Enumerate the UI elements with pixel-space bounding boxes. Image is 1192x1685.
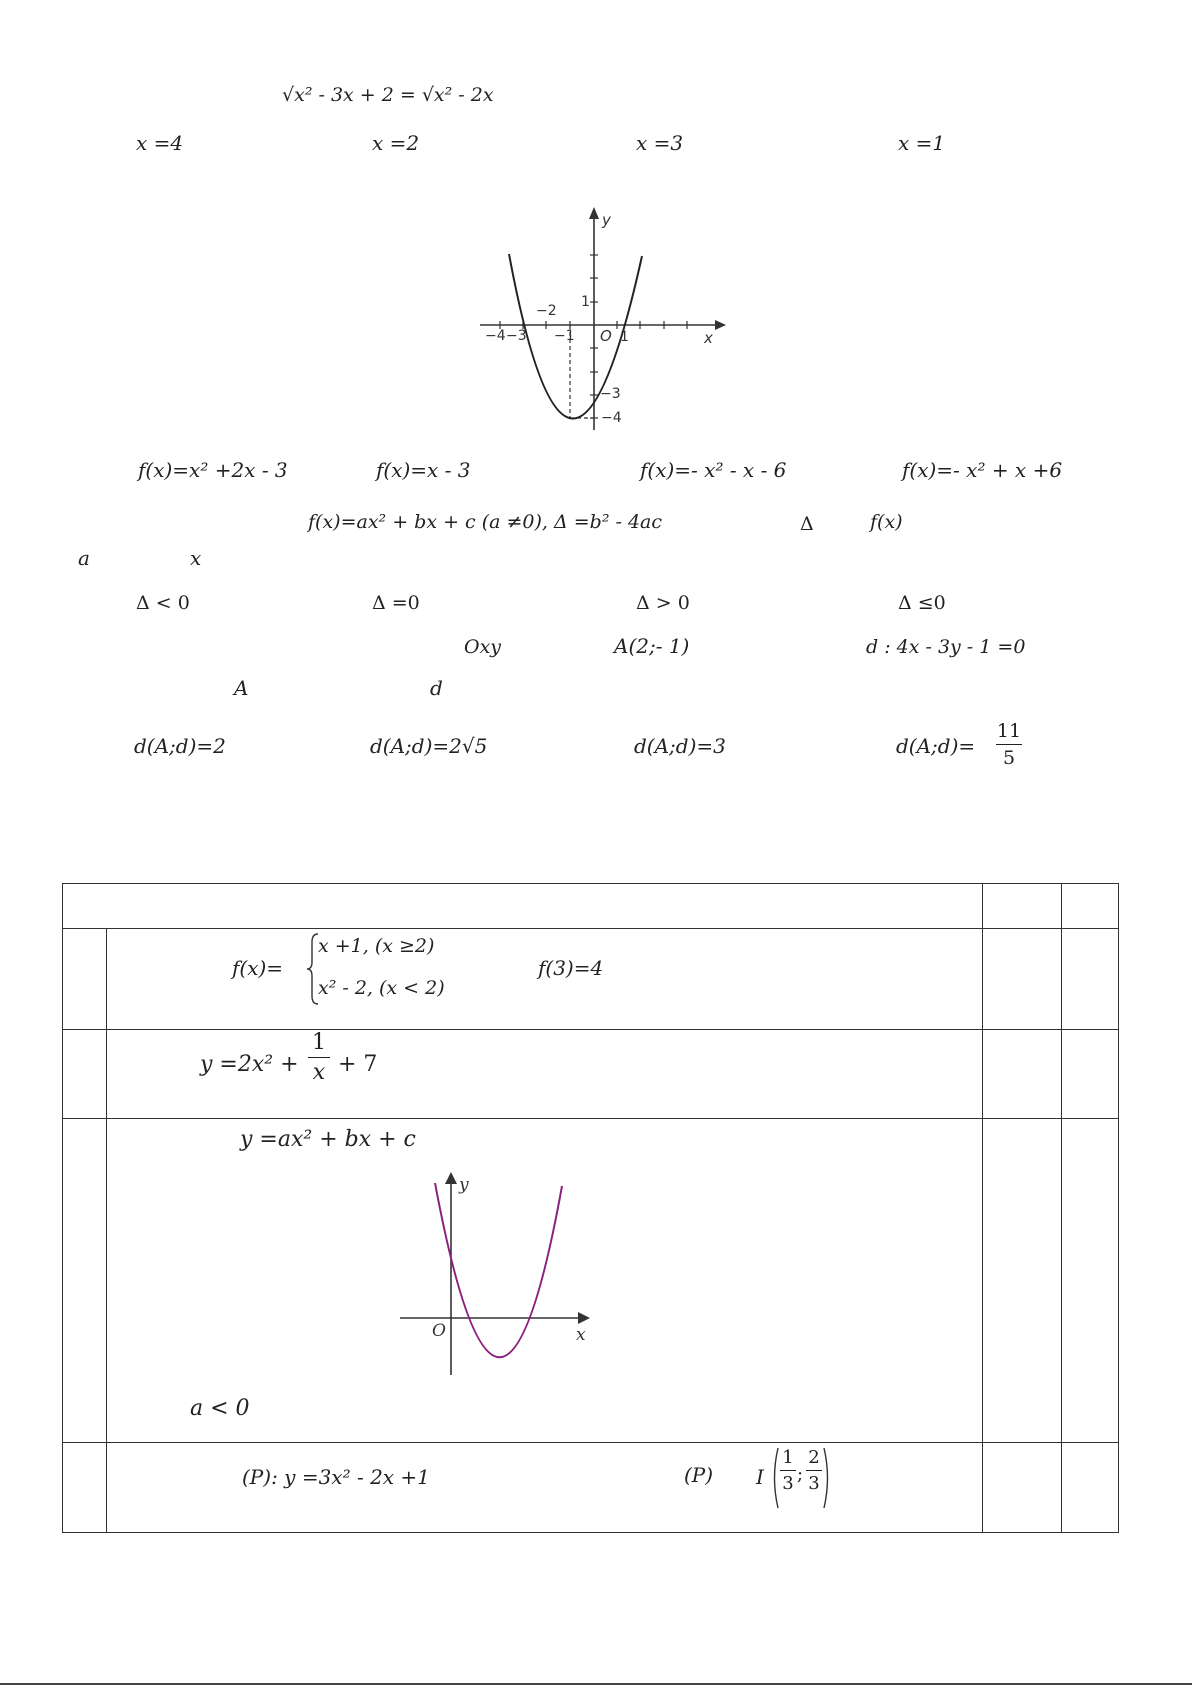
q4-option-a: d(A;d)=2 — [134, 734, 226, 758]
row3-formula: y =ax² + bx + c — [240, 1127, 416, 1152]
fraction-bar — [996, 744, 1022, 745]
graph2-origin: O — [432, 1321, 446, 1341]
q3-stem-formula: f(x)=ax² + bx + c (a ≠0), Δ =b² - 4ac — [308, 511, 663, 533]
graph1-x-arrow — [715, 320, 726, 330]
graph1-tick-neg2: −2 — [536, 303, 557, 319]
equation-sqrt: √x² - 3x + 2 = √x² - 2x — [282, 84, 494, 106]
row1-case1: x +1, (x ≥2) — [318, 935, 435, 957]
q3-stem-delta: Δ — [800, 513, 814, 535]
q2-option-a: f(x)=x² +2x - 3 — [138, 458, 288, 482]
row4-point-i: I — [756, 1465, 764, 1489]
table-row — [63, 1443, 1119, 1533]
row4-parabola: (P): y =3x² - 2x +1 — [242, 1465, 430, 1489]
parabola-graph-1 — [470, 205, 730, 435]
row4-paren-right — [822, 1446, 832, 1510]
q4-stem-oxy: Oxy — [464, 636, 502, 658]
fraction-numerator: 2 — [808, 1447, 820, 1468]
row1-rhs: f(3)=4 — [538, 956, 604, 980]
table-header-col-false — [1062, 884, 1119, 929]
q2-option-d: f(x)=- x² + x +6 — [902, 458, 1063, 482]
graph1-y-label: y — [602, 211, 611, 229]
graph2-curve — [435, 1183, 562, 1357]
graph2-y-label: y — [459, 1175, 469, 1195]
table-row-false-cell[interactable] — [1062, 1443, 1119, 1533]
q2-option-c: f(x)=- x² - x - 6 — [640, 458, 787, 482]
q4-var-d: d — [430, 676, 443, 700]
table-row-false-cell[interactable] — [1062, 929, 1119, 1030]
fraction-denominator: 5 — [1002, 747, 1016, 769]
q4-var-a: A — [234, 676, 249, 700]
q3-stem-fx: f(x) — [870, 511, 903, 533]
graph1-x-label: x — [704, 329, 713, 347]
fraction-denominator: 3 — [782, 1473, 794, 1494]
q3-option-a: Δ < 0 — [136, 592, 190, 614]
fraction-denominator: 3 — [808, 1473, 820, 1494]
row4-paren-left — [770, 1446, 780, 1510]
table-header-row — [63, 884, 1119, 929]
fraction-bar — [308, 1057, 330, 1058]
table-row-content — [107, 1443, 983, 1533]
table-header-content — [63, 884, 983, 929]
q3-var-a: a — [78, 546, 90, 570]
table-row-true-cell[interactable] — [983, 1443, 1062, 1533]
fraction-numerator: 1 — [782, 1447, 794, 1468]
fraction-numerator: 1 — [312, 1030, 326, 1055]
table-row-false-cell[interactable] — [1062, 1030, 1119, 1119]
table-row-true-cell[interactable] — [983, 1030, 1062, 1119]
q3-var-x: x — [190, 546, 202, 570]
row2-fraction — [308, 1032, 330, 1084]
table-header-col-true — [983, 884, 1062, 929]
table-row-index — [63, 929, 107, 1030]
q1-option-a: x =4 — [136, 131, 184, 155]
graph1-origin: O — [600, 327, 612, 345]
table-row-index — [63, 1443, 107, 1533]
row4-p-label: (P) — [684, 1463, 714, 1487]
q1-option-b: x =2 — [372, 131, 420, 155]
row3-statement: a < 0 — [190, 1396, 250, 1421]
q2-option-b: f(x)=x - 3 — [376, 458, 471, 482]
table-row-index — [63, 1119, 107, 1443]
graph1-tick-1: 1 — [620, 329, 629, 345]
row4-fraction-2 — [806, 1449, 822, 1493]
row4-separator: ; — [797, 1464, 804, 1485]
parabola-graph-2 — [392, 1170, 602, 1380]
graph2-x-label: x — [576, 1325, 586, 1345]
fraction-bar — [780, 1470, 796, 1471]
table-row-true-cell[interactable] — [983, 929, 1062, 1030]
table-row-false-cell[interactable] — [1062, 1119, 1119, 1443]
table-row-true-cell[interactable] — [983, 1119, 1062, 1443]
q3-option-d: Δ ≤0 — [898, 592, 946, 614]
q4-stem-line-d: d : 4x - 3y - 1 =0 — [866, 636, 1026, 658]
fraction-bar — [806, 1470, 822, 1471]
graph2-x-arrow — [578, 1312, 590, 1324]
q4-option-c: d(A;d)=3 — [634, 734, 726, 758]
fraction-numerator: 11 — [996, 720, 1022, 742]
table-row-index — [63, 1030, 107, 1119]
q4-option-d-fraction — [996, 722, 1022, 768]
graph1-tick-neg3: −3 — [506, 328, 527, 344]
graph1-ytick-neg3: −3 — [600, 386, 621, 402]
fraction-denominator: x — [312, 1060, 326, 1085]
row2-lhs: y =2x² + — [200, 1052, 299, 1077]
graph1-tick-neg4: −4 — [485, 328, 506, 344]
graph1-tick-neg1: −1 — [554, 328, 575, 344]
graph1-ytick-1: 1 — [581, 294, 590, 310]
row1-case2: x² - 2, (x < 2) — [318, 977, 445, 999]
row4-fraction-1 — [780, 1449, 796, 1493]
graph1-y-arrow — [589, 207, 599, 219]
q4-option-d: d(A;d)= — [896, 734, 976, 758]
q3-option-b: Δ =0 — [372, 592, 420, 614]
q1-option-c: x =3 — [636, 131, 684, 155]
q4-option-b: d(A;d)=2√5 — [370, 734, 488, 758]
row2-tail: + 7 — [338, 1052, 378, 1077]
q4-stem-point-a: A(2;- 1) — [614, 634, 690, 658]
graph2-y-arrow — [445, 1172, 457, 1184]
q3-option-c: Δ > 0 — [636, 592, 690, 614]
graph1-ytick-neg4: −4 — [601, 410, 622, 426]
row1-lhs: f(x)= — [232, 956, 284, 980]
q1-option-d: x =1 — [898, 131, 946, 155]
